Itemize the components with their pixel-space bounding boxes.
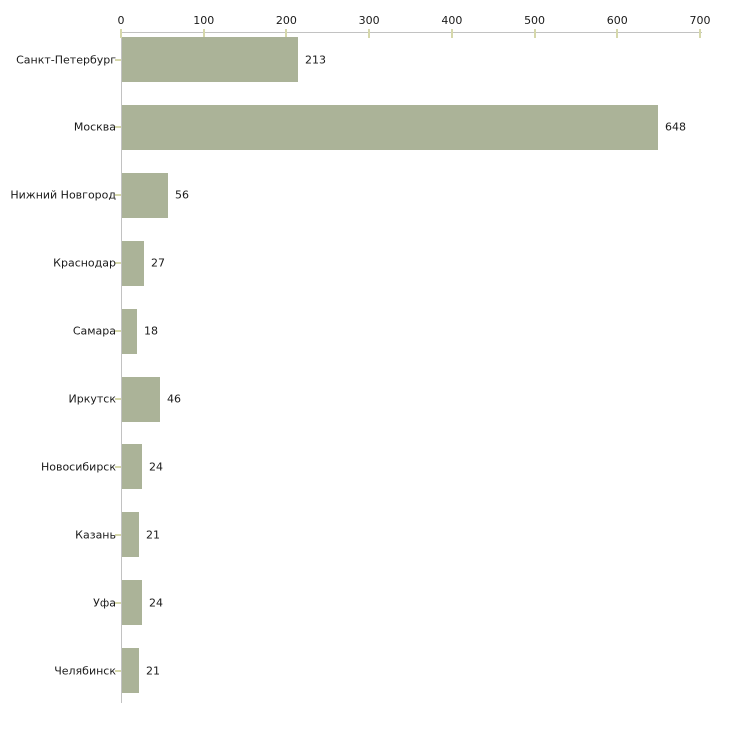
bar: [122, 377, 160, 422]
bar: [122, 512, 139, 557]
value-label: 46: [167, 392, 181, 406]
x-axis-line: [121, 32, 702, 33]
category-label: Москва: [73, 120, 116, 134]
bar: [122, 580, 142, 625]
x-axis-tick-label: 200: [275, 14, 297, 27]
x-axis-tick: [368, 29, 370, 38]
x-axis-tick: [451, 29, 453, 38]
value-label: 21: [146, 528, 160, 542]
value-label: 24: [149, 460, 163, 474]
category-label: Санкт-Петербург: [16, 53, 116, 66]
bar: [122, 173, 168, 218]
x-axis-tick: [616, 29, 618, 38]
bar: [122, 37, 298, 82]
category-label: Новосибирск: [40, 460, 116, 474]
x-axis-tick-label: 600: [606, 14, 628, 27]
category-label: Самара: [72, 324, 116, 338]
x-axis-tick: [699, 29, 701, 38]
category-label: Челябинск: [54, 664, 116, 678]
category-label: Краснодар: [53, 256, 116, 270]
value-label: 18: [144, 324, 158, 338]
bar: [122, 105, 658, 150]
value-label: 21: [146, 664, 160, 678]
value-label: 56: [175, 188, 189, 202]
x-axis-tick-label: 500: [524, 14, 546, 27]
value-label: 27: [151, 256, 165, 270]
value-label: 213: [305, 53, 326, 66]
value-label: 648: [665, 120, 686, 134]
bar: [122, 444, 142, 489]
category-label: Иркутск: [68, 392, 116, 406]
bar: [122, 309, 137, 354]
bar: [122, 241, 144, 286]
bar: [122, 648, 139, 693]
x-axis-tick-label: 0: [117, 14, 125, 27]
x-axis-tick-label: 100: [193, 14, 215, 27]
x-axis-tick-label: 300: [358, 14, 380, 27]
value-label: 24: [149, 596, 163, 610]
category-label: Казань: [75, 528, 116, 542]
category-label: Уфа: [93, 596, 116, 610]
x-axis-tick-label: 400: [441, 14, 463, 27]
x-axis-tick-label: 700: [689, 14, 711, 27]
category-label: Нижний Новгород: [10, 188, 116, 202]
x-axis-tick: [534, 29, 536, 38]
